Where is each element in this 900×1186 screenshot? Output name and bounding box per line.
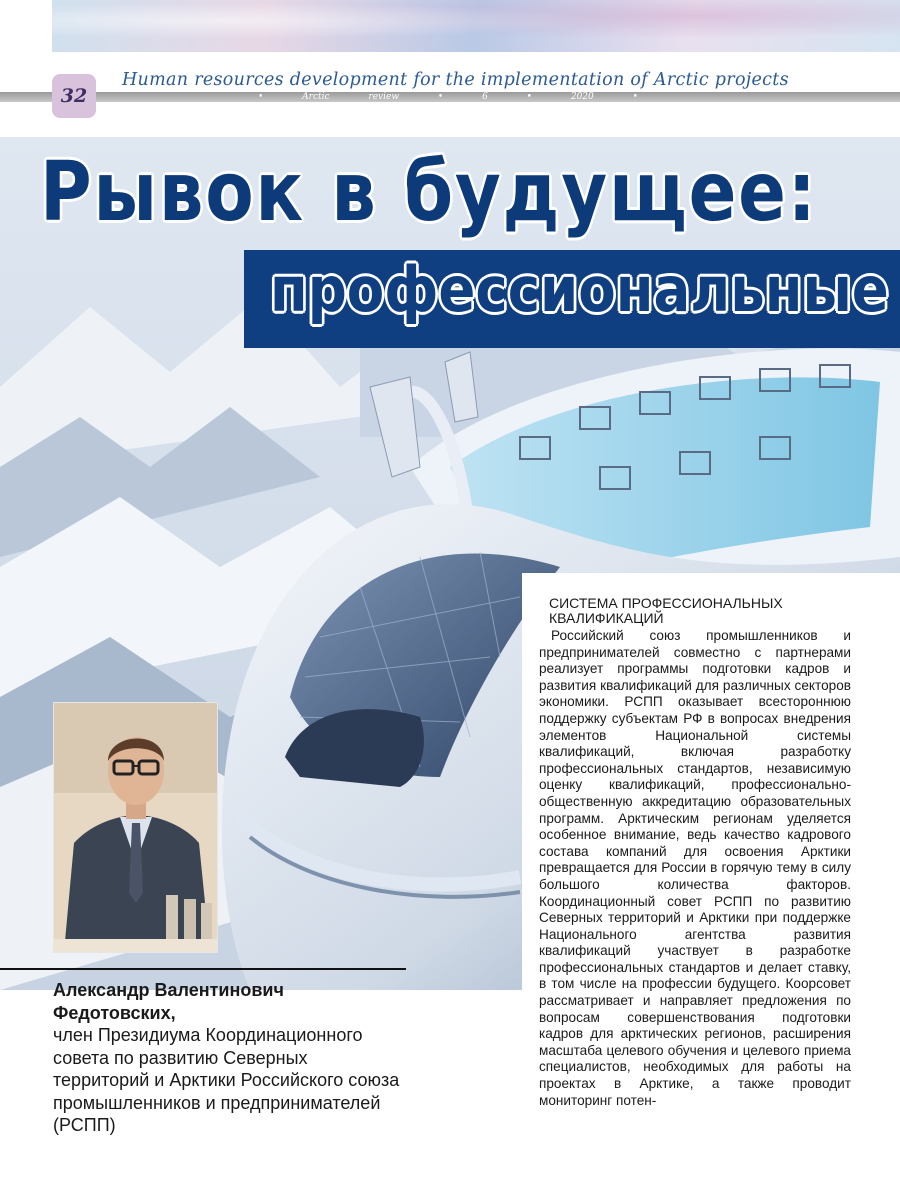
issue-separator: • xyxy=(632,92,638,102)
issue-separator: • xyxy=(258,92,264,102)
author-caption xyxy=(53,979,405,1137)
issue-word: review xyxy=(368,92,400,102)
issue-year: 2020 xyxy=(570,92,594,102)
issue-word: Arctic xyxy=(302,92,330,102)
top-decorative-band xyxy=(52,0,900,52)
article-subheadline: профессиональные xyxy=(270,253,889,326)
article-section-heading: СИСТЕМА ПРОФЕССИОНАЛЬНЫХ КВАЛИФИКАЦИЙ xyxy=(549,595,783,626)
issue-number: 6 xyxy=(482,92,488,102)
article-headline: Рывок в будущее: xyxy=(40,145,818,240)
article-body-text: Российский союз промышленников и предпринимателей совместно с партнерами реализует программы подготовки кадров и развития квалификаций для различных секторов экономики. РСПП оказывает всестороннюю поддержку субъектам РФ в вопросах внедрения элементов Национальной системы квалификаций, включая разработку профессиональных стандартов, независимую оценку квалификаций, профессионально-общественную аккредитацию образовательных программ. Арктическим регионам уделяется особенное внимание, ведь качество кадрового состава компаний для освоения Арктики превращается для России в горячую тему в силу большого количества факторов. Координационный совет РСПП по развитию Северных территорий и Арктики при поддержке Национального агентства развития квалификаций участвует в разработке профессиональных стандартов и делает ставку, в том числе на профессии будущего. Коорсовет рассматривает и направляет предложения по вопросам совершенствования подготовки кадров для арктических регионов, расширения масштаба целевого обучения и целевого приема специалистов, необходимых для работы на проектах в Арктике, а также проводит мониторинг потен- xyxy=(539,628,851,1108)
caption-rule xyxy=(0,968,406,970)
issue-separator: • xyxy=(437,92,444,102)
running-header-issue xyxy=(258,91,638,103)
page-number-badge: 32 xyxy=(52,74,96,118)
author-name: Александр Валентинович Федотовских, xyxy=(53,980,284,1023)
running-header-title: Human resources development for the implementation of Arctic projects xyxy=(122,70,789,90)
issue-separator: • xyxy=(526,92,532,102)
author-portrait-photo xyxy=(53,702,218,953)
author-role: член Президиума Координационного совета по развитию Северных территорий и Арктики Российского союза промышленников и предпринимателей (РСПП) xyxy=(53,1025,400,1135)
